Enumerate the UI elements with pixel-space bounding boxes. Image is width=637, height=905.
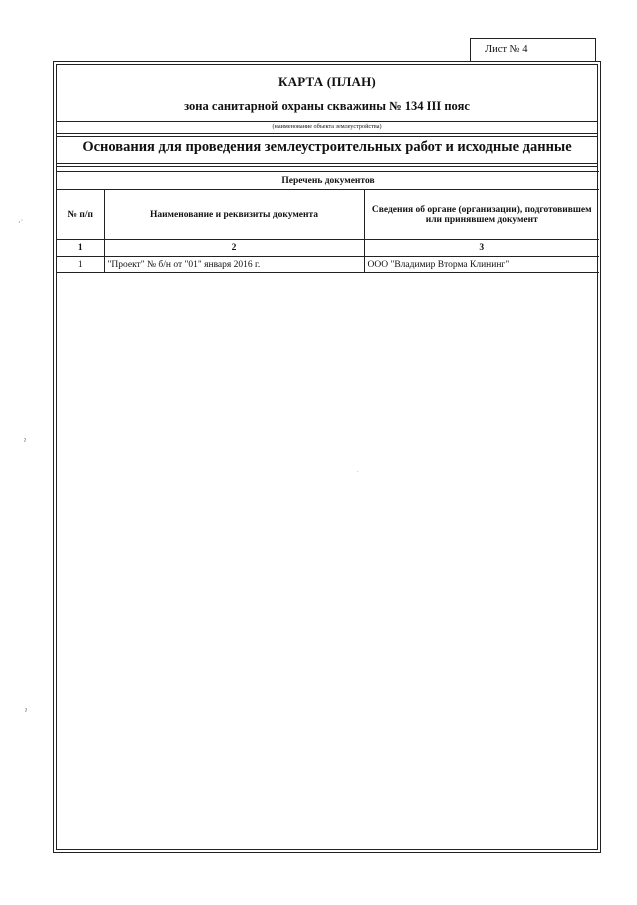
map-title: КАРТА (ПЛАН)	[278, 74, 376, 89]
section-divider-bottom	[57, 166, 597, 167]
table-header-row	[57, 190, 599, 240]
document-inner-frame	[56, 64, 598, 850]
row-organization: ООО "Владимир Вторма Клининг"	[364, 257, 599, 273]
row-document: "Проект" № б/н от "01" января 2016 г.	[104, 257, 364, 273]
scan-speck: ·˙	[18, 218, 24, 227]
column-header-index: № п/п	[57, 190, 104, 240]
scan-speck: ˀ	[24, 437, 26, 446]
table-row	[57, 257, 599, 273]
sheet-number-box	[470, 38, 596, 62]
column-number-1: 1	[57, 240, 104, 257]
scan-speck: ·	[357, 470, 359, 475]
documents-table	[57, 171, 599, 273]
sheet-number-label: Лист № 4	[485, 44, 528, 55]
scan-speck: ˀ	[25, 707, 27, 716]
divider-line	[57, 136, 597, 137]
section-title: Основания для проведения землеустроительных работ и исходные данные	[82, 139, 572, 155]
section-divider-top	[57, 163, 597, 164]
column-number-2: 2	[104, 240, 364, 257]
object-caption: (наименование объекта землеустройства)	[57, 122, 597, 134]
row-index: 1	[57, 257, 104, 273]
header-block	[57, 65, 597, 122]
column-header-document: Наименование и реквизиты документа	[104, 190, 364, 240]
column-header-organization: Сведения об органе (организации), подготовившем или принявшем документ	[364, 190, 599, 240]
table-caption: Перечень документов	[57, 172, 599, 190]
column-number-row	[57, 240, 599, 257]
map-subtitle: зона санитарной охраны скважины № 134 III пояс	[184, 99, 470, 113]
column-number-3: 3	[364, 240, 599, 257]
document-frame	[53, 61, 601, 853]
table-caption-row	[57, 172, 599, 190]
